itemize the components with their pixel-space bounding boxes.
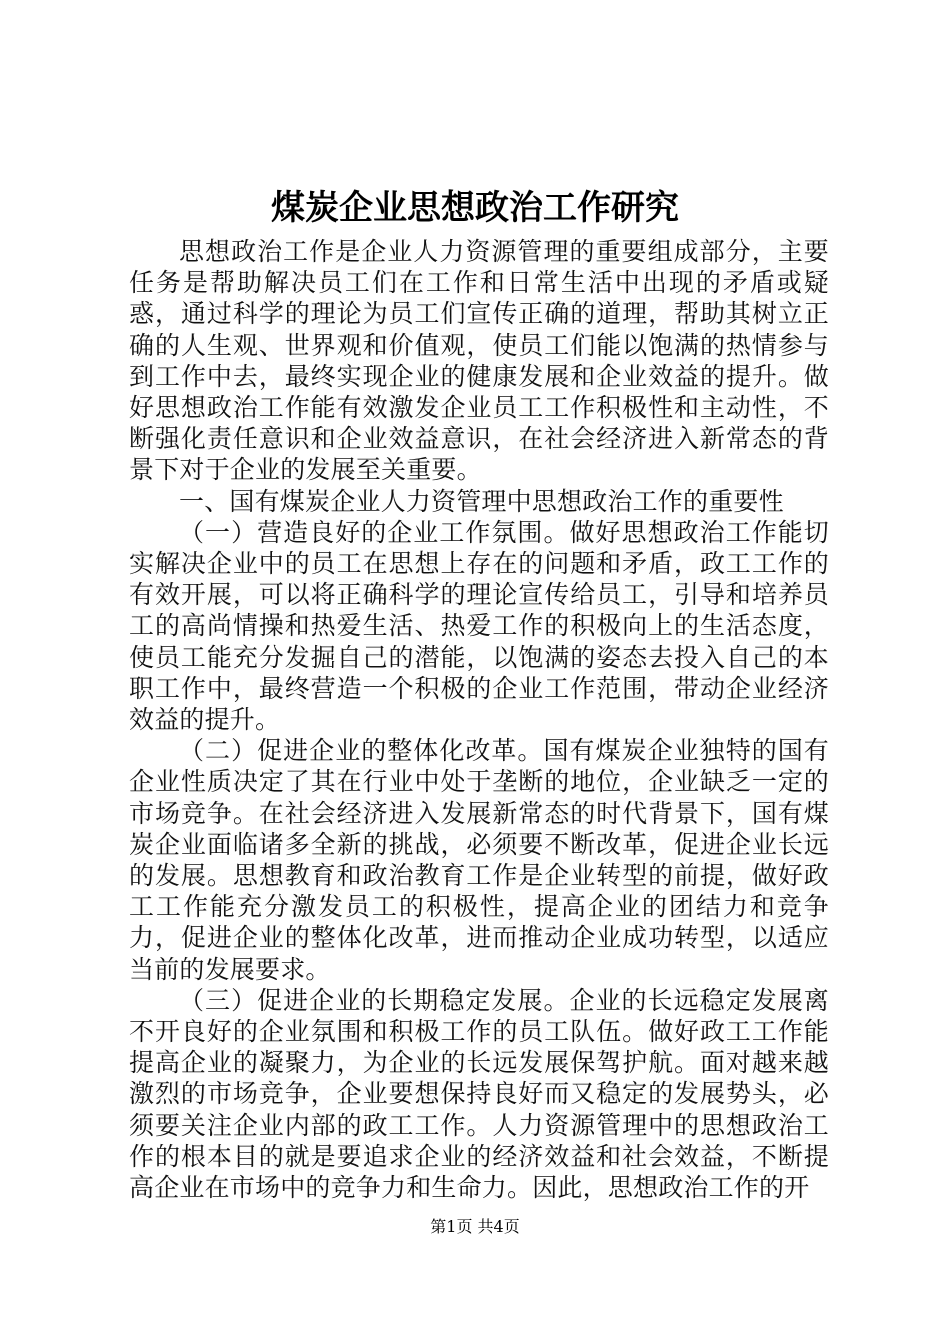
section-heading-importance: 一、国有煤炭企业人力资管理中思想政治工作的重要性: [179, 486, 784, 516]
paragraph-point-3: （三）促进企业的长期稳定发展。企业的长远稳定发展离不开良好的企业氛围和积极工作的员工队伍。做好政工工作能提高企业的凝聚力，为企业的长远发展保驾护航。面对越来越激烈的市场竞争，企业要想保持良好而又稳定的发展势头，必须要关注企业内部的政工工作。人力资源管理中的思想政治工作的根本目的就是要追求企业的经济效益和社会效益，不断提高企业在市场中的竞争力和生命力。因此，思想政治工作的开: [129, 985, 829, 1203]
paragraph-intro: 思想政治工作是企业人力资源管理的重要组成部分，主要任务是帮助解决员工们在工作和日常生活中出现的矛盾或疑惑，通过科学的理论为员工们宣传正确的道理，帮助其树立正确的人生观、世界观和价值观，使员工们能以饱满的热情参与到工作中去，最终实现企业的健康发展和企业效益的提升。做好思想政治工作能有效激发企业员工工作积极性和主动性，不断强化责任意识和企业效益意识，在社会经济进入新常态的背景下对于企业的发展至关重要。: [129, 237, 829, 485]
paragraph-point-1: （一）营造良好的企业工作氛围。做好思想政治工作能切实解决企业中的员工在思想上存在的问题和矛盾，政工工作的有效开展，可以将正确科学的理论宣传给员工，引导和培养员工的高尚情操和热爱生活、热爱工作的积极向上的生活态度，使员工能充分发掘自己的潜能，以饱满的姿态去投入自己的本职工作中，最终营造一个积极的企业工作范围，带动企业经济效益的提升。: [129, 517, 829, 735]
paragraph-point-2: （二）促进企业的整体化改革。国有煤炭企业独特的国有企业性质决定了其在行业中处于垄断的地位，企业缺乏一定的市场竞争。在社会经济进入发展新常态的时代背景下，国有煤炭企业面临诸多全新的挑战，必须要不断改革，促进企业长远的发展。思想教育和政治教育工作是企业转型的前提，做好政工工作能充分激发员工的积极性，提高企业的团结力和竞争力，促进企业的整体化改革，进而推动企业成功转型，以适应当前的发展要求。: [129, 736, 829, 984]
document-title: 煤炭企业思想政治工作研究: [271, 188, 679, 228]
document-body: [129, 236, 829, 1203]
page-footer: 第1页 共4页: [430, 1217, 520, 1236]
